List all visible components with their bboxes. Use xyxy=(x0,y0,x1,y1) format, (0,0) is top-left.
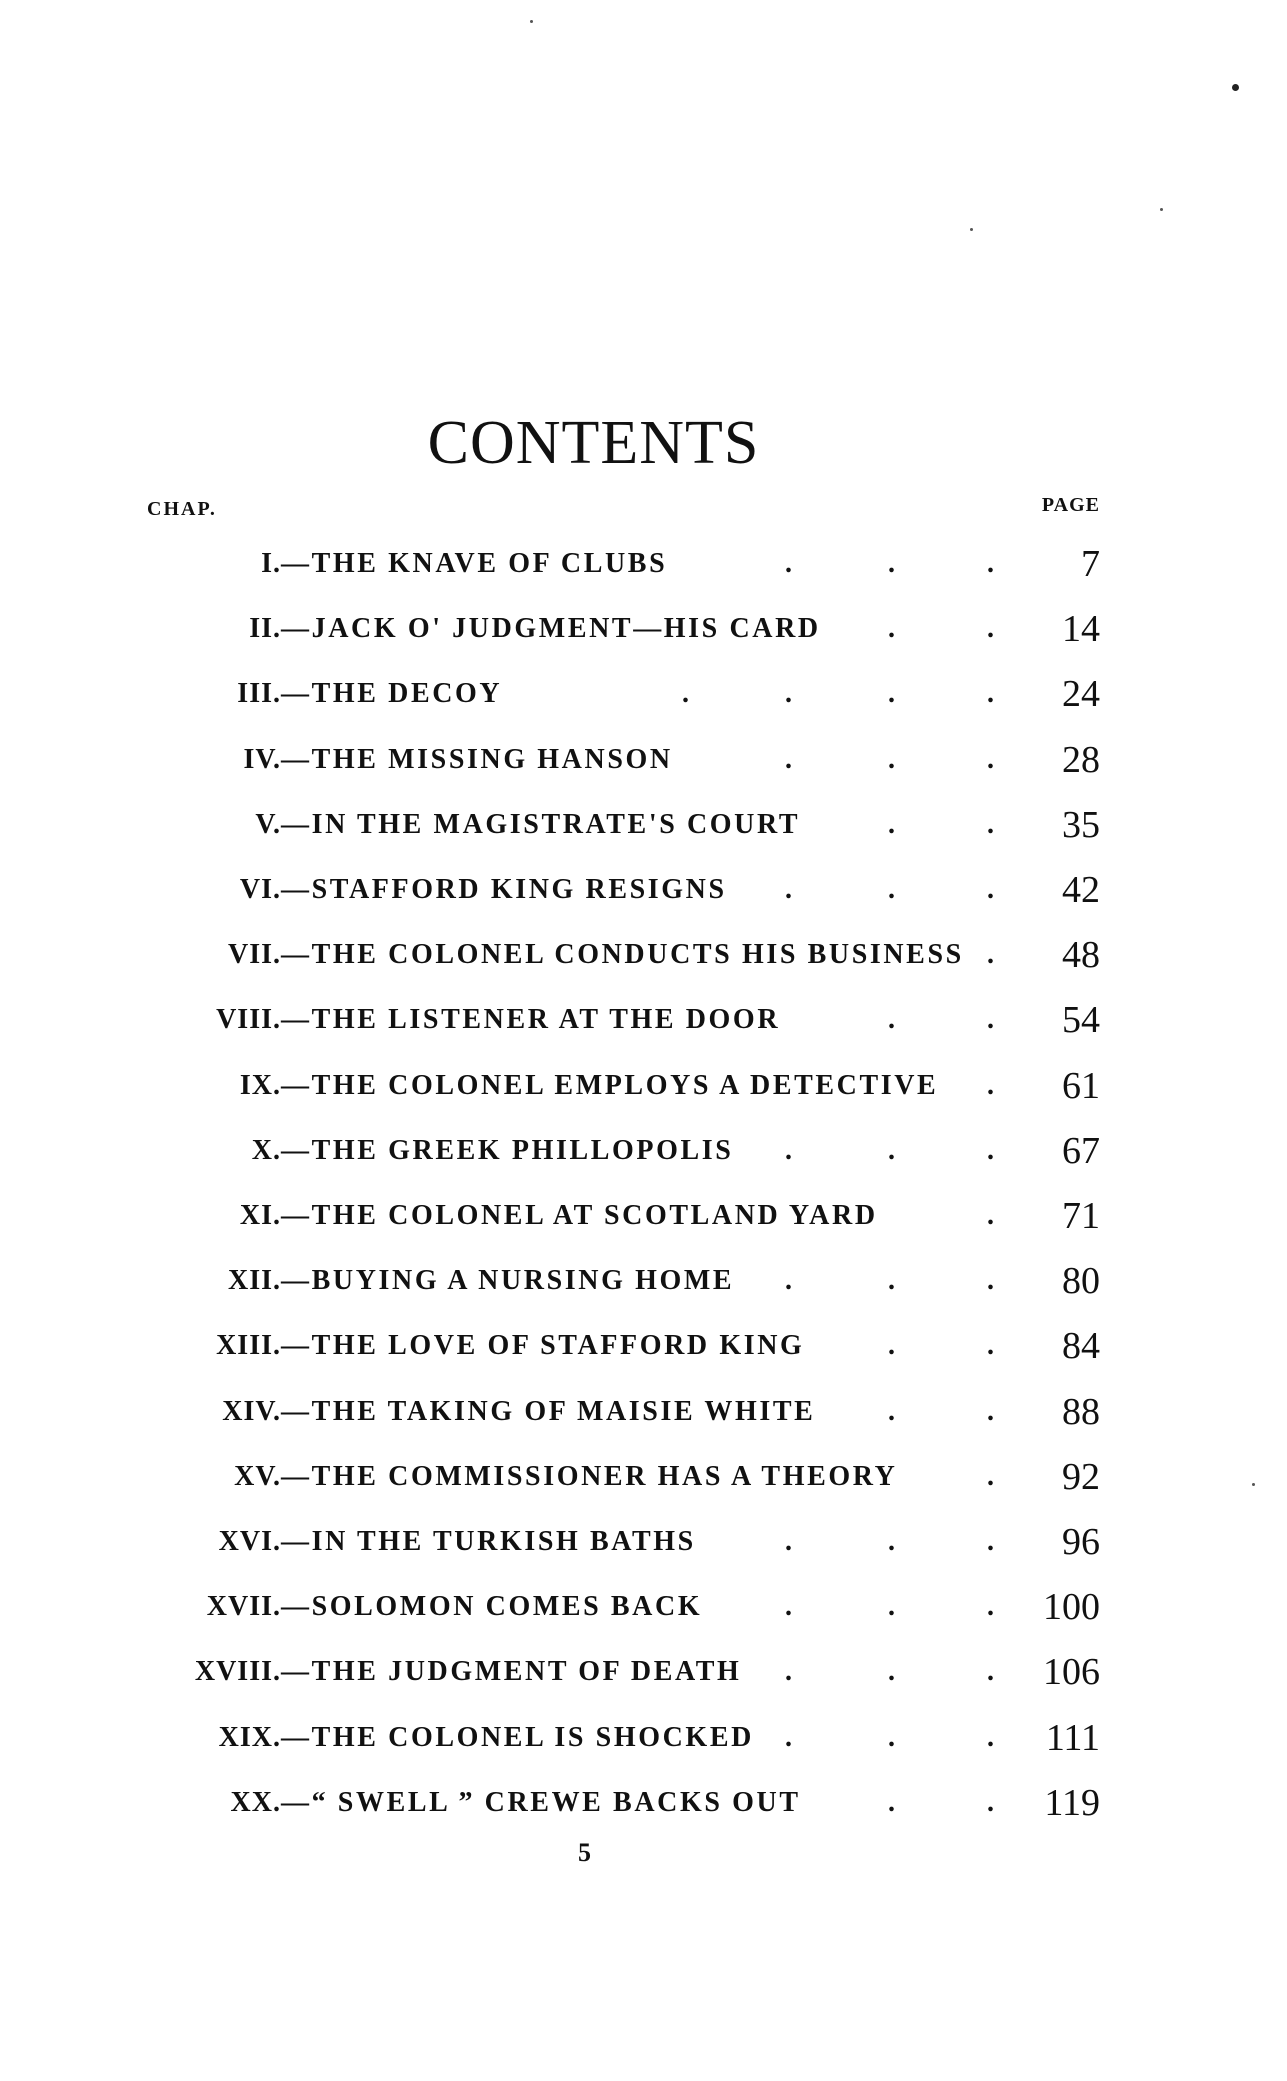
leader-dot: . xyxy=(888,1526,895,1557)
toc-entry xyxy=(0,1586,1287,1631)
chapter-page: 71 xyxy=(1062,1195,1100,1237)
leader-dot: . xyxy=(785,1134,792,1166)
leader-dot: . xyxy=(785,743,792,775)
leader-dot: . xyxy=(987,548,994,579)
chapter-title: —THE COLONEL EMPLOYS A DETECTIVE xyxy=(281,1069,939,1101)
leader-dot: . xyxy=(987,1591,994,1623)
leader-dot: . xyxy=(785,1265,792,1297)
leader-dot: . xyxy=(888,613,895,645)
toc-entry xyxy=(0,1064,1287,1110)
chapter-title: —THE KNAVE OF CLUBS xyxy=(281,548,668,579)
chapter-page: 48 xyxy=(1062,934,1100,977)
leader-dot: . xyxy=(987,613,994,645)
chapter-number: IV. xyxy=(243,743,281,775)
toc-entry xyxy=(0,1716,1287,1762)
page-number: 5 xyxy=(578,1838,591,1867)
page-column-label: PAGE xyxy=(1041,494,1100,516)
toc-entry xyxy=(0,869,1287,914)
leader-dot: . xyxy=(987,1786,994,1818)
chapter-number: XIII. xyxy=(216,1330,281,1362)
leader-dot: . xyxy=(987,678,994,710)
leader-dot: . xyxy=(888,743,895,775)
chapter-number: VII. xyxy=(227,939,281,971)
chapter-page: 28 xyxy=(1062,738,1100,781)
leader-dot: . xyxy=(785,1526,792,1557)
leader-dot: . xyxy=(987,1656,994,1688)
toc-entry xyxy=(0,1455,1287,1501)
leader-dot: . xyxy=(785,678,792,710)
leader-dot: . xyxy=(987,1134,994,1166)
toc-entry xyxy=(0,1781,1287,1827)
chapter-number: XVII. xyxy=(206,1591,281,1623)
chapter-title: —THE COLONEL AT SCOTLAND YARD xyxy=(281,1200,878,1231)
chapter-page: 100 xyxy=(1043,1586,1100,1629)
toc-entry xyxy=(0,1129,1287,1175)
leader-dot: . xyxy=(987,939,994,971)
toc-entry xyxy=(0,934,1287,979)
leader-dot: . xyxy=(888,1330,895,1362)
chapter-number: X. xyxy=(251,1134,281,1166)
chapter-number: XI. xyxy=(239,1200,281,1231)
chapter-number: XIX. xyxy=(218,1721,281,1753)
chapter-number: XV. xyxy=(234,1460,281,1492)
chapter-page: 7 xyxy=(1081,543,1100,585)
chapter-number: II. xyxy=(249,613,281,645)
leader-dot: . xyxy=(785,1656,792,1688)
chapter-number: XVIII. xyxy=(194,1656,281,1688)
leader-dot: . xyxy=(987,1526,994,1557)
leader-dot: . xyxy=(987,1330,994,1362)
leader-dot: . xyxy=(987,1069,994,1101)
chapter-number: III. xyxy=(237,678,281,710)
leader-dot: . xyxy=(785,874,792,905)
leader-dot: . xyxy=(785,1591,792,1623)
chapter-title: —THE JUDGMENT OF DEATH xyxy=(281,1656,742,1688)
chapter-number: VIII. xyxy=(216,1004,281,1036)
chapter-title: —SOLOMON COMES BACK xyxy=(281,1591,703,1623)
leader-dot: . xyxy=(785,1721,792,1753)
chapter-page: 35 xyxy=(1062,803,1100,846)
chapter-page: 54 xyxy=(1062,999,1100,1042)
chapter-page: 111 xyxy=(1045,1716,1100,1759)
chapter-number: VI. xyxy=(239,874,281,905)
toc-entry xyxy=(0,738,1287,784)
chapter-title: —THE COMMISSIONER HAS A THEORY xyxy=(281,1460,898,1492)
toc-entry xyxy=(0,543,1287,588)
leader-dot: . xyxy=(987,743,994,775)
page-title: CONTENTS xyxy=(427,409,760,477)
leader-dot: . xyxy=(987,1721,994,1753)
leader-dot: . xyxy=(682,678,689,710)
toc-entry xyxy=(0,999,1287,1044)
chapter-number: XIV. xyxy=(222,1395,281,1427)
toc-entry xyxy=(0,608,1287,653)
chapter-title: —STAFFORD KING RESIGNS xyxy=(281,874,727,905)
chapter-number: I. xyxy=(261,548,281,579)
chapter-page: 14 xyxy=(1062,608,1100,651)
chapter-number: IX. xyxy=(239,1069,281,1101)
leader-dot: . xyxy=(987,1395,994,1427)
leader-dot: . xyxy=(888,1721,895,1753)
chapter-page: 96 xyxy=(1062,1521,1100,1563)
chapter-title: —THE COLONEL CONDUCTS HIS BUSINESS xyxy=(281,939,964,971)
leader-dot: . xyxy=(785,548,792,579)
leader-dot: . xyxy=(888,1395,895,1427)
toc-entry xyxy=(0,803,1287,849)
toc-entry xyxy=(0,1651,1287,1696)
chapter-number: XII. xyxy=(227,1265,281,1297)
chapter-page: 119 xyxy=(1044,1781,1100,1824)
leader-dot: . xyxy=(888,1656,895,1688)
chapter-title: —THE TAKING OF MAISIE WHITE xyxy=(281,1395,816,1427)
toc-entry xyxy=(0,1195,1287,1240)
leader-dot: . xyxy=(987,1265,994,1297)
toc-entry xyxy=(0,1390,1287,1436)
toc-entry xyxy=(0,1325,1287,1370)
leader-dot: . xyxy=(987,1004,994,1036)
chapter-title: —“ SWELL ” CREWE BACKS OUT xyxy=(281,1786,801,1818)
leader-dot: . xyxy=(987,1460,994,1492)
leader-dot: . xyxy=(987,1200,994,1231)
chapter-page: 106 xyxy=(1043,1651,1100,1694)
leader-dot: . xyxy=(888,1591,895,1623)
chapter-page: 67 xyxy=(1062,1129,1100,1172)
chapter-title: —JACK O' JUDGMENT—HIS CARD xyxy=(281,613,821,645)
chapter-title: —IN THE TURKISH BATHS xyxy=(281,1526,696,1557)
chapter-title: —THE DECOY xyxy=(281,678,503,710)
chapter-title: —THE GREEK PHILLOPOLIS xyxy=(281,1134,734,1166)
chapter-page: 61 xyxy=(1062,1064,1100,1107)
chapter-page: 84 xyxy=(1062,1325,1100,1368)
leader-dot: . xyxy=(888,874,895,905)
leader-dot: . xyxy=(987,874,994,905)
leader-dot: . xyxy=(888,678,895,710)
leader-dot: . xyxy=(888,1134,895,1166)
chapter-title: —THE LISTENER AT THE DOOR xyxy=(281,1004,781,1036)
toc-entry xyxy=(0,1521,1287,1566)
leader-dot: . xyxy=(987,808,994,840)
leader-dot: . xyxy=(888,1786,895,1818)
leader-dot: . xyxy=(888,548,895,579)
chapter-page: 92 xyxy=(1062,1455,1100,1498)
chapter-number: XX. xyxy=(230,1786,281,1818)
chapter-page: 42 xyxy=(1062,869,1100,911)
toc-entry xyxy=(0,1260,1287,1305)
chapter-title: —IN THE MAGISTRATE'S COURT xyxy=(281,808,801,840)
chapter-title: —THE LOVE OF STAFFORD KING xyxy=(281,1330,805,1362)
chapter-title: —BUYING A NURSING HOME xyxy=(281,1265,735,1297)
chapter-title: —THE MISSING HANSON xyxy=(281,743,673,775)
leader-dot: . xyxy=(888,808,895,840)
chapter-page: 24 xyxy=(1062,673,1100,716)
chapter-page: 88 xyxy=(1062,1390,1100,1433)
chapter-title: —THE COLONEL IS SHOCKED xyxy=(281,1721,754,1753)
chap-column-label: CHAP. xyxy=(147,498,217,520)
chapter-page: 80 xyxy=(1062,1260,1100,1303)
leader-dot: . xyxy=(888,1004,895,1036)
toc-entry xyxy=(0,673,1287,718)
chapter-number: V. xyxy=(255,808,281,840)
leader-dot: . xyxy=(888,1265,895,1297)
chapter-number: XVI. xyxy=(218,1526,281,1557)
